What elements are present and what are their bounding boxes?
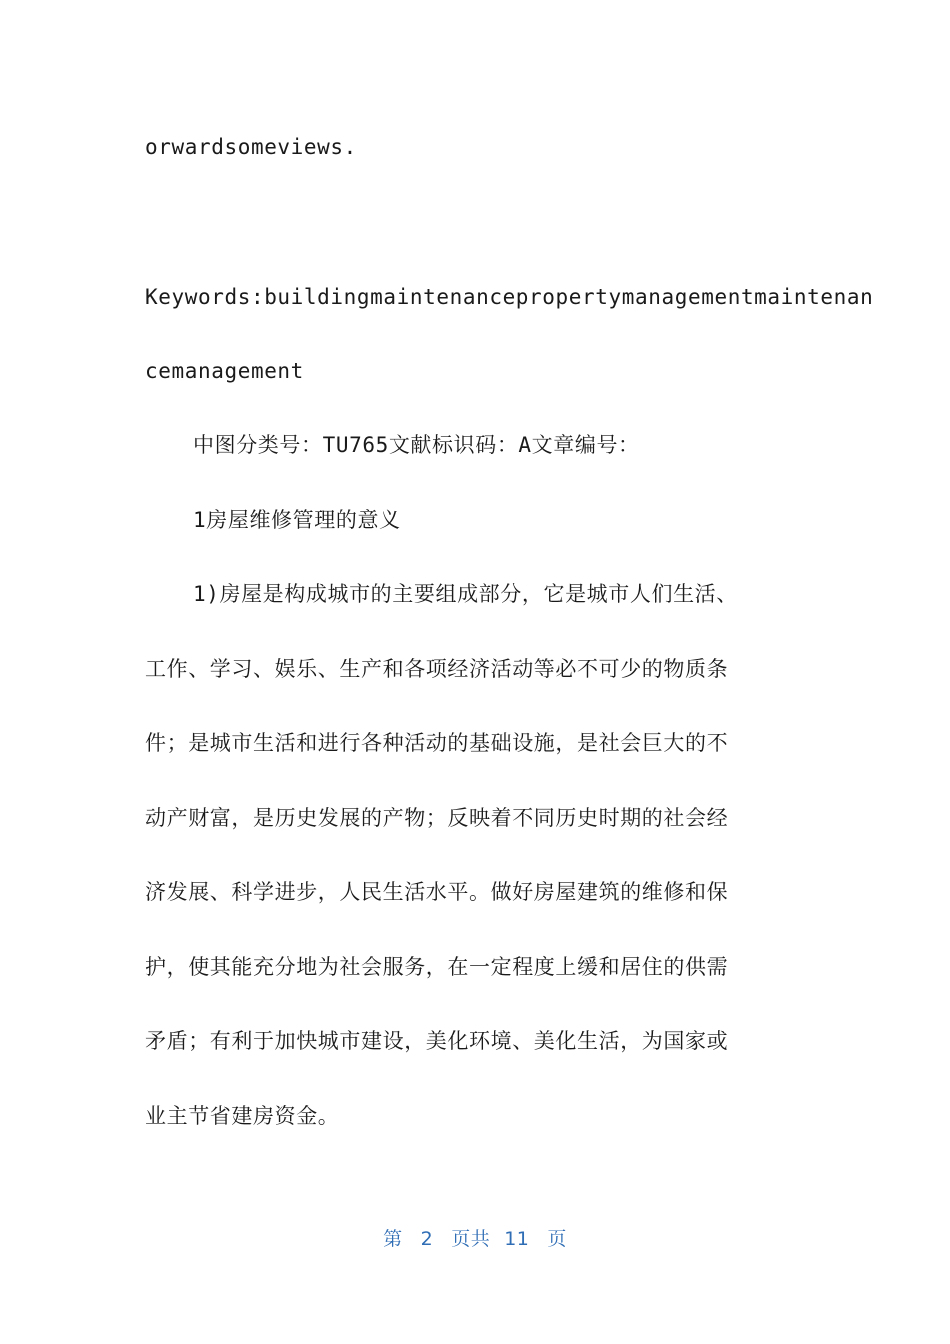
- footer-prefix: 第: [383, 1228, 403, 1250]
- paragraph-line: 1)房屋是构成城市的主要组成部分，它是城市人们生活、: [193, 582, 738, 606]
- paragraph-line: 护，使其能充分地为社会服务，在一定程度上缓和居住的供需: [145, 955, 729, 979]
- footer-page-number: 2: [420, 1228, 434, 1250]
- paragraph-line: 业主节省建房资金。: [145, 1104, 340, 1128]
- footer-middle: 页共: [451, 1228, 491, 1250]
- paragraph-line: 济发展、科学进步，人民生活水平。做好房屋建筑的维修和保: [145, 880, 729, 904]
- keywords-line: Keywords:buildingmaintenancepropertymanagementmaintenan: [145, 285, 874, 309]
- page-footer: [0, 1224, 950, 1254]
- paragraph-line: 工作、学习、娱乐、生产和各项经济活动等必不可少的物质条: [145, 657, 729, 681]
- footer-total-pages: 11: [504, 1228, 530, 1250]
- paragraph-line: 动产财富，是历史发展的产物；反映着不同历史时期的社会经: [145, 806, 729, 830]
- section-heading: 1房屋维修管理的意义: [193, 508, 401, 532]
- paragraph-line: 矛盾；有利于加快城市建设，美化环境、美化生活，为国家或: [145, 1029, 729, 1053]
- keywords-line-continued: cemanagement: [145, 359, 304, 383]
- text-line: orwardsomeviews.: [145, 135, 357, 159]
- footer-suffix: 页: [547, 1228, 567, 1250]
- paragraph-line: 件；是城市生活和进行各种活动的基础设施，是社会巨大的不: [145, 731, 729, 755]
- classification-line: 中图分类号：TU765文献标识码：A文章编号：: [193, 433, 640, 457]
